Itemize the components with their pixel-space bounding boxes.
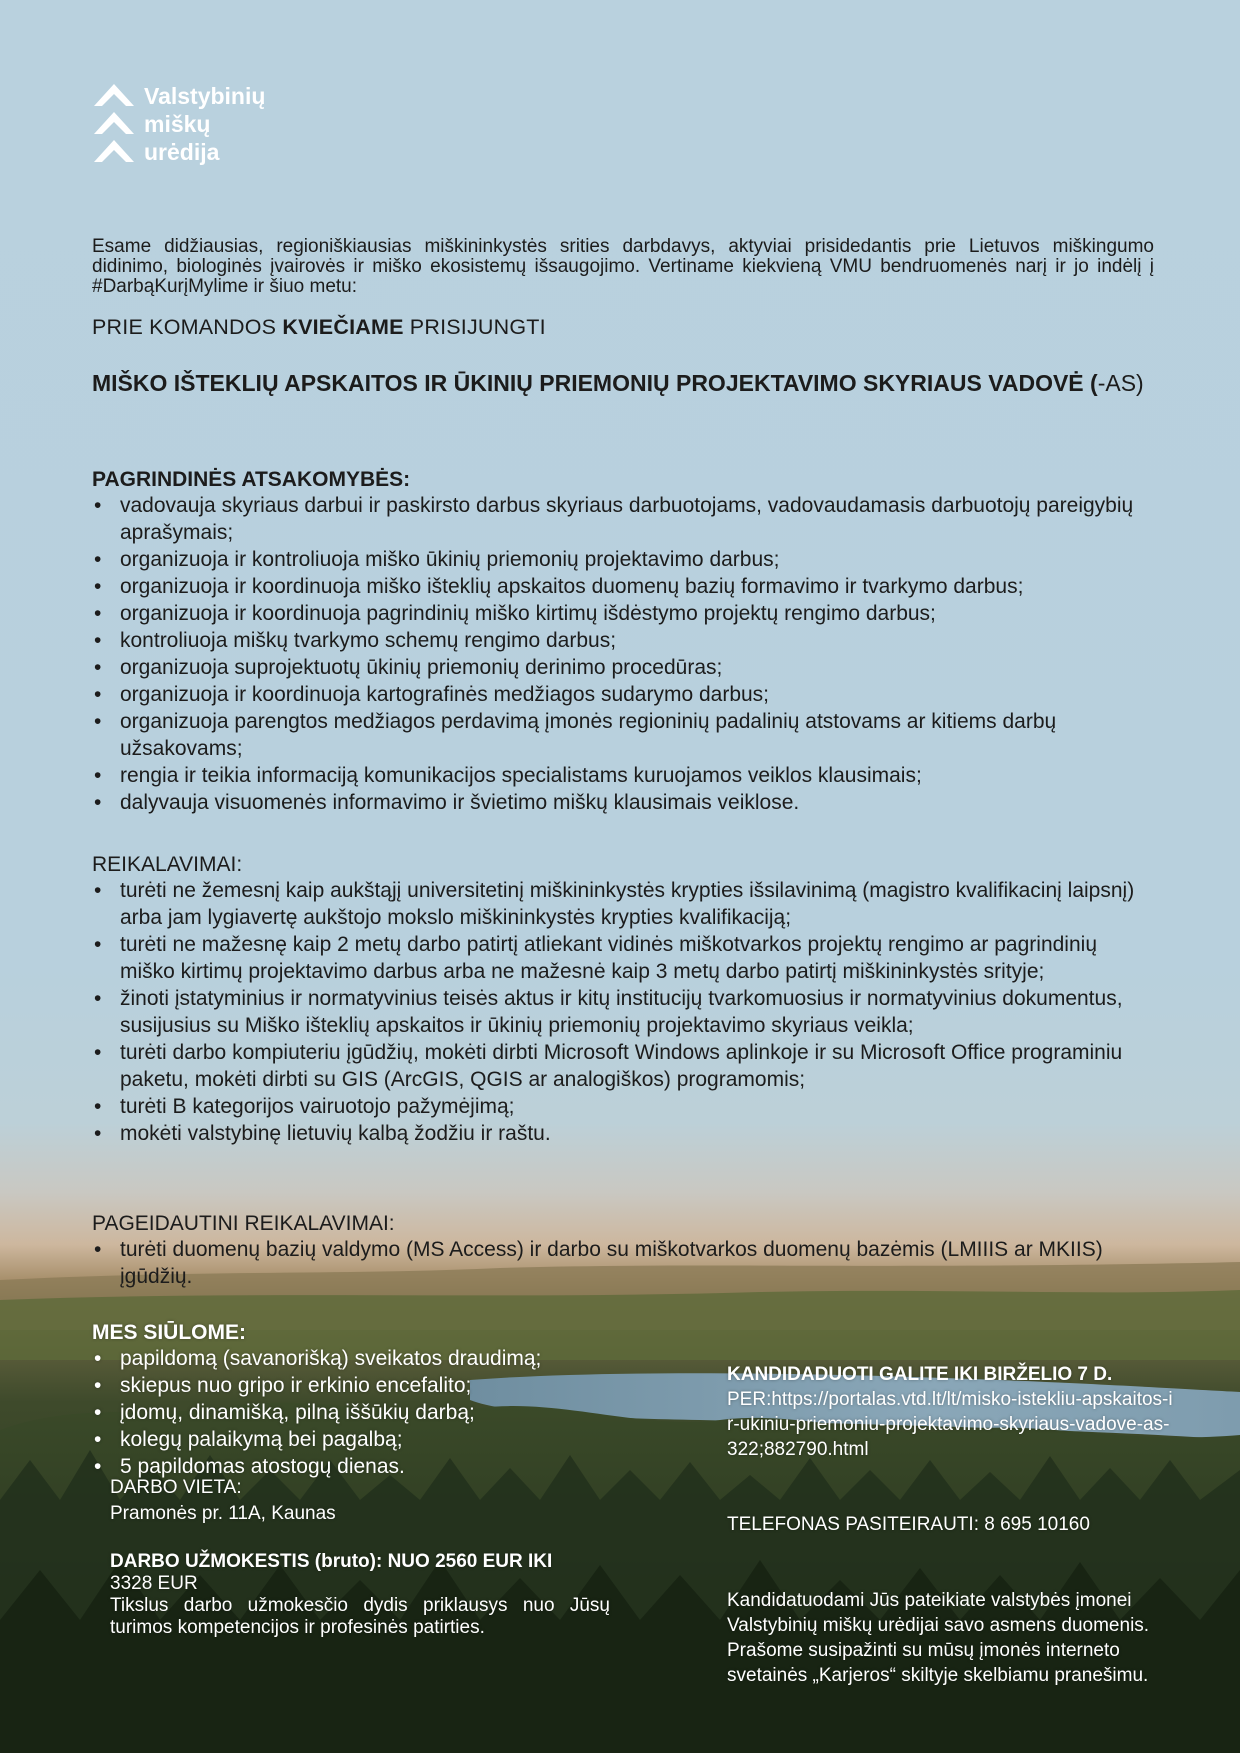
- privacy-note: Kandidatuodami Jūs pateikiate valstybės įmonei Valstybinių miškų urėdijai savo asmens duomenis. Prašome susipažinti su mūsų įmonės interneto svetainės „Karjeros“ skiltyje skelbiamu pranešimu.: [727, 1590, 1150, 1686]
- invite-before: PRIE KOMANDOS: [92, 315, 283, 339]
- preferred-section: [92, 1212, 1154, 1290]
- apply-block: [727, 1362, 1177, 1462]
- tree-logo-icon: [92, 82, 136, 166]
- list-item: • 5 papildomas atostogų dienas.: [92, 1453, 1154, 1480]
- list-item: • įdomų, dinamišką, pilną iššūkių darbą;: [92, 1399, 1154, 1426]
- logo-line-3: urėdija: [144, 139, 220, 165]
- list-item: • organizuoja ir koordinuoja miško išteklių apskaitos duomenų bazių formavimo ir tvarkymo darbus;: [92, 573, 1154, 600]
- apply-link[interactable]: PER:https://portalas.vtd.lt/lt/misko-istekliu-apskaitos-ir-ukiniu-priemoniu-projektavimo-skyriaus-vadove-as-322;882790.html: [727, 1389, 1173, 1460]
- invite-line: [92, 315, 1154, 340]
- workplace-label: DARBO VIETA:: [110, 1477, 242, 1498]
- list-item: • mokėti valstybinę lietuvių kalbą žodžiu ir raštu.: [92, 1120, 1154, 1147]
- intro-paragraph: Esame didžiausias, regioniškiausias miškininkystės srities darbdavys, aktyviai prisidedantis prie Lietuvos miškingumo didinimo, biologinės įvairovės ir miško ekosistemų išsaugojimo. Vertiname kiekvieną VMU bendruomenės narį ir jo indėlį į #DarbąKurįMylime ir šiuo metu:: [92, 236, 1154, 297]
- list-item: • turėti duomenų bazių valdymo (MS Access) ir darbo su miškotvarkos duomenų bazėmis (LMIIIS ar MKIIS) įgūdžių.: [92, 1236, 1154, 1290]
- apply-deadline: KANDIDADUOTI GALITE IKI BIRŽELIO 7 D.: [727, 1364, 1113, 1385]
- phone-line: TELEFONAS PASITEIRAUTI: 8 695 10160: [727, 1514, 1090, 1535]
- logo: [92, 82, 265, 166]
- list-item: • kolegų palaikymą bei pagalbą;: [92, 1426, 1154, 1453]
- salary-label: DARBO UŽMOKESTIS (bruto): NUO 2560 EUR IKI: [110, 1551, 553, 1572]
- invite-after: PRISIJUNGTI: [403, 315, 546, 339]
- list-item: • turėti B kategorijos vairuotojo pažymėjimą;: [92, 1093, 1154, 1120]
- responsibilities-heading: PAGRINDINĖS ATSAKOMYBĖS:: [92, 468, 411, 491]
- position-title: [92, 368, 1154, 398]
- offer-heading: MES SIŪLOME:: [92, 1321, 247, 1344]
- requirements-heading: REIKALAVIMAI:: [92, 853, 243, 876]
- logo-line-1: Valstybinių: [144, 83, 266, 109]
- list-item: • organizuoja parengtos medžiagos perdavimą įmonės regioninių padalinių atstovams ar kitiems darbų užsakovams;: [92, 708, 1154, 762]
- requirements-list: [92, 877, 1154, 1147]
- list-item: • vadovauja skyriaus darbui ir paskirsto darbus skyriaus darbuotojams, vadovaudamasis darbuotojų pareigybių aprašymais;: [92, 492, 1154, 546]
- list-item: • turėti ne mažesnę kaip 2 metų darbo patirtį atliekant vidinės miškotvarkos projektų rengimo ar pagrindinių miško kirtimų projektavimo darbus arba ne mažesnė kaip 3 metų darbo patirtį miškininkystės srityje;: [92, 931, 1154, 985]
- invite-bold: KVIEČIAME: [282, 315, 404, 339]
- workplace-value: Pramonės pr. 11A, Kaunas: [110, 1503, 336, 1524]
- list-item: • turėti ne žemesnį kaip aukštąjį universitetinį miškininkystės krypties išsilavinimą (magistro kvalifikacinį laipsnį) arba jam lygiavertę aukštojo mokslo miškininkystės krypties kvalifikaciją;: [92, 877, 1154, 931]
- responsibilities-section: [92, 468, 1154, 816]
- position-title-suffix: -AS): [1097, 370, 1144, 396]
- list-item: • organizuoja ir kontroliuoja miško ūkinių priemonių projektavimo darbus;: [92, 546, 1154, 573]
- list-item: • organizuoja ir koordinuoja pagrindinių miško kirtimų išdėstymo projektų rengimo darbus;: [92, 600, 1154, 627]
- workplace-block: [110, 1477, 610, 1525]
- list-item: • dalyvauja visuomenės informavimo ir švietimo miškų klausimais veiklose.: [92, 789, 1154, 816]
- list-item: • turėti darbo kompiuteriu įgūdžių, mokėti dirbti Microsoft Windows aplinkoje ir su Microsoft Office programiniu paketu, mokėti dirbti su GIS (ArcGIS, QGIS ar analogiškos) programomis;: [92, 1039, 1154, 1093]
- position-title-text: MIŠKO IŠTEKLIŲ APSKAITOS IR ŪKINIŲ PRIEMONIŲ PROJEKTAVIMO SKYRIAUS VADOVĖ (: [92, 370, 1098, 396]
- logo-line-2: miškų: [144, 111, 211, 137]
- logo-text: [144, 82, 265, 166]
- preferred-heading: PAGEIDAUTINI REIKALAVIMAI:: [92, 1212, 395, 1235]
- list-item: • kontroliuoja miškų tvarkymo schemų rengimo darbus;: [92, 627, 1154, 654]
- list-item: • žinoti įstatyminius ir normatyvinius teisės aktus ir kitų institucijų tvarkomuosius ir normatyvinius dokumentus, susijusius su Miško išteklių apskaitos ir ūkinių priemonių projektavimo skyriaus veikla;: [92, 985, 1154, 1039]
- list-item: • rengia ir teikia informaciją komunikacijos specialistams kuruojamos veiklos klausimais;: [92, 762, 1154, 789]
- responsibilities-list: [92, 492, 1154, 816]
- list-item: • organizuoja ir koordinuoja kartografinės medžiagos sudarymo darbus;: [92, 681, 1154, 708]
- requirements-section: [92, 853, 1154, 1147]
- list-item: • organizuoja suprojektuotų ūkinių priemonių derinimo procedūras;: [92, 654, 1154, 681]
- preferred-list: [92, 1236, 1154, 1290]
- salary-value: 3328 EUR: [110, 1573, 198, 1594]
- list-item: • papildomą (savanorišką) sveikatos draudimą;: [92, 1345, 1154, 1372]
- salary-note: Tikslus darbo užmokesčio dydis priklausys nuo Jūsų turimos kompetencijos ir profesinės patirties.: [110, 1595, 610, 1638]
- salary-block: [110, 1551, 610, 1639]
- list-item: • skiepus nuo gripo ir erkinio encefalito;: [92, 1372, 1154, 1399]
